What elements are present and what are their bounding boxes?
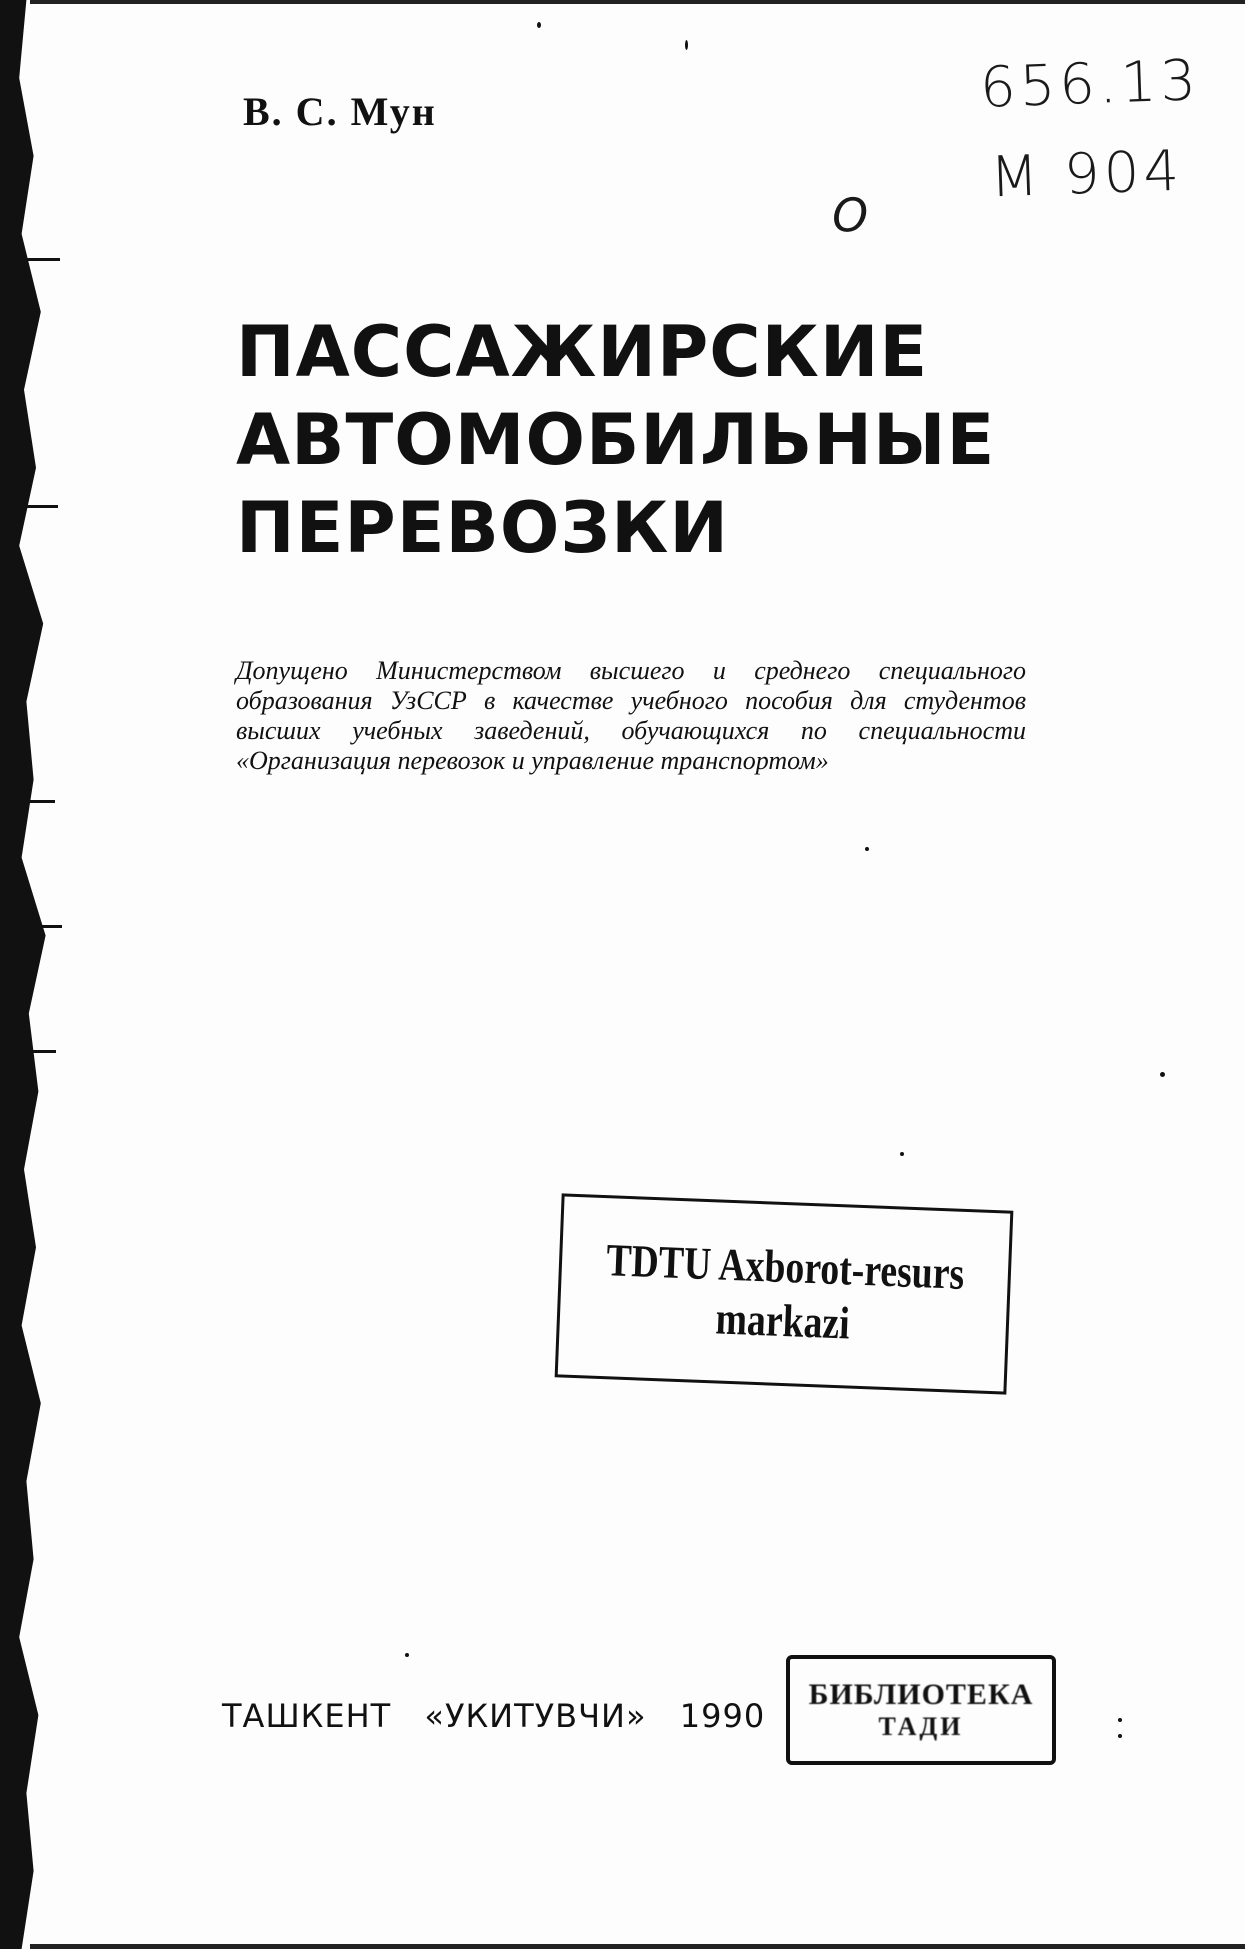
page-binding-edge bbox=[0, 0, 48, 1949]
library-stamp bbox=[786, 1655, 1056, 1765]
title-line: ПАССАЖИРСКИЕ bbox=[236, 311, 929, 393]
title-line: ПЕРЕВОЗКИ bbox=[236, 487, 729, 569]
handwritten-cutter-number: M 904 bbox=[988, 138, 1185, 211]
stamp-line: markazi bbox=[715, 1292, 851, 1349]
publisher-imprint bbox=[222, 1697, 787, 1735]
ministry-approval-note: Допущено Министерством высшего и среднего специального образования УзССР в качестве учебного пособия для студентов высших учебных заведений, обучающихся по специальности «Организация перевозок и управление транспортом» bbox=[236, 656, 1026, 775]
scan-speck bbox=[685, 40, 688, 50]
library-stamp-line: БИБЛИОТЕКА bbox=[808, 1678, 1034, 1711]
library-resource-stamp bbox=[555, 1193, 1014, 1394]
page-top-edge bbox=[30, 0, 1245, 4]
title-line: АВТОМОБИЛЬНЫЕ bbox=[236, 399, 996, 481]
scan-speck bbox=[865, 847, 869, 851]
scan-speck bbox=[900, 1152, 904, 1156]
library-stamp-line: ТАДИ bbox=[878, 1712, 964, 1741]
handwritten-classification-code: 656.13 bbox=[978, 48, 1202, 121]
imprint-publisher: «УКИТУВЧИ» bbox=[424, 1697, 647, 1735]
handwritten-mark: O bbox=[831, 187, 874, 243]
stamp-line: TDTU Axborot-resurs bbox=[605, 1234, 965, 1299]
scan-speck bbox=[405, 1653, 409, 1657]
scan-speck bbox=[1118, 1718, 1122, 1722]
author-name: В. С. Мун bbox=[243, 89, 437, 134]
imprint-year: 1990 bbox=[679, 1697, 766, 1735]
book-title bbox=[236, 308, 995, 572]
scan-speck bbox=[1160, 1072, 1165, 1077]
scan-speck bbox=[537, 22, 541, 28]
scan-speck bbox=[1118, 1734, 1122, 1738]
imprint-city: ТАШКЕНТ bbox=[222, 1697, 392, 1735]
page-bottom-edge bbox=[30, 1944, 1245, 1949]
